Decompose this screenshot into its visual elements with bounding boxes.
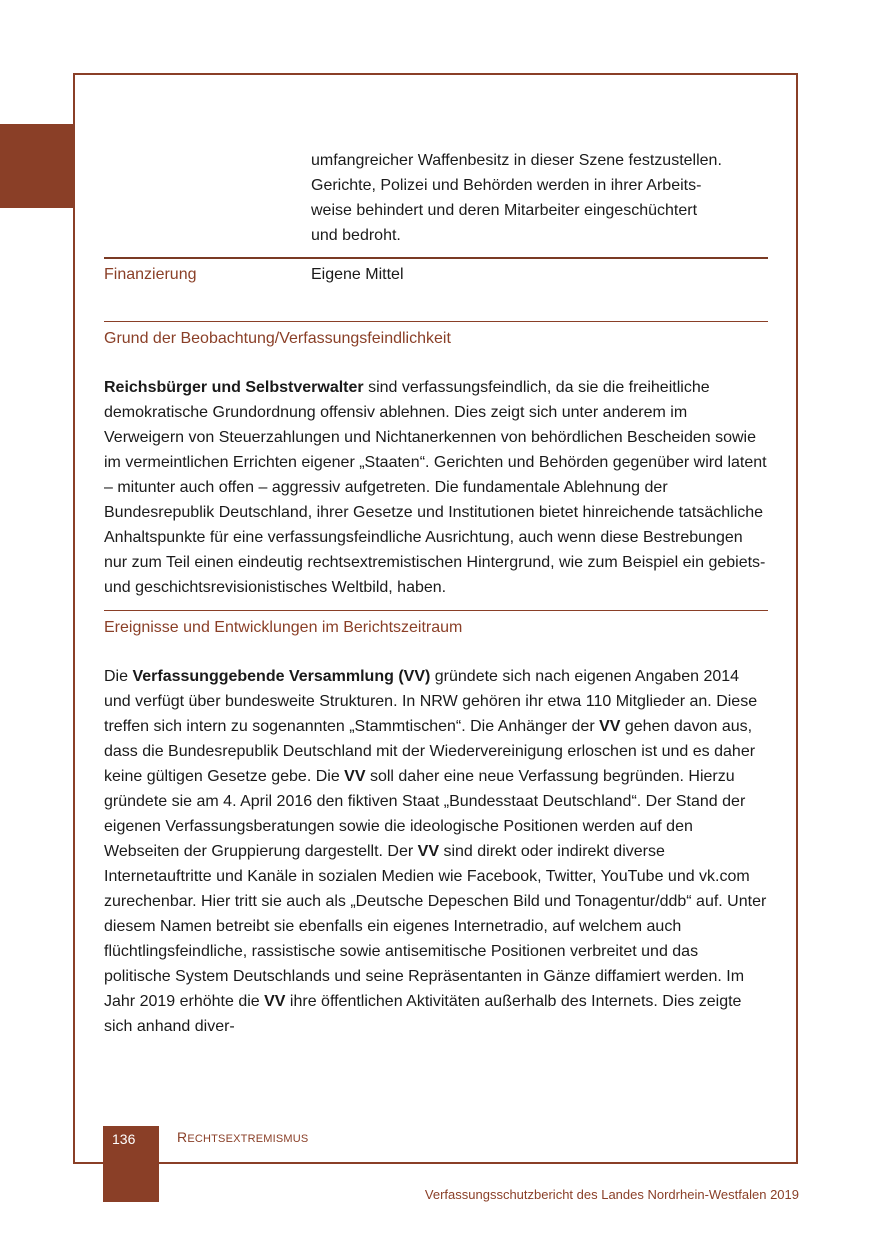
section-divider	[104, 610, 768, 611]
paragraph-text: gehen davon aus, dass die Bundesrepublik Deutschland mit der Wiedervereinigung erloschen ist und es daher keine gültigen Gesetze gebe. Die	[104, 718, 756, 785]
financing-row	[104, 262, 768, 287]
chapter-initial: R	[177, 1129, 188, 1145]
financing-label: Finanzierung	[104, 266, 197, 283]
paragraph-text: gründete sich nach eigenen Angaben 2014 und verfügt über bundesweite Strukturen. In NRW gehören ihr etwa 110 Mitglieder an. Diese treffen sich intern zu sogenannten „Stammtischen“. Die Anhänger der	[104, 668, 758, 735]
paragraph-text: ihre öffentlichen Aktivitäten außerhalb des Internets. Dies zeigte sich anhand diver-	[104, 993, 742, 1035]
bold-term: Reichsbürger und Selbstverwalter	[104, 379, 364, 396]
events-paragraph	[104, 664, 768, 1039]
section-heading-events: Ereignisse und Entwicklungen im Berichtszeitraum	[104, 619, 463, 636]
footer-text: Verfassungsschutzbericht des Landes Nordrhein-Westfalen 2019	[424, 1187, 799, 1202]
observation-paragraph	[104, 375, 768, 600]
chapter-rest: ECHTSEXTREMISMUS	[187, 1133, 309, 1145]
section-heading-observation: Grund der Beobachtung/Verfassungsfeindlichkeit	[104, 330, 451, 347]
paragraph-text: Die	[104, 668, 133, 685]
page-content	[104, 148, 768, 1039]
intro-line: und bedroht.	[311, 227, 401, 244]
page-number-box	[103, 1126, 159, 1202]
table-divider	[104, 257, 768, 259]
page-number: 136	[112, 1131, 136, 1147]
bold-term: VV	[264, 993, 286, 1010]
financing-value: Eigene Mittel	[311, 266, 404, 283]
bold-term: VV	[344, 768, 366, 785]
paragraph-text: soll daher eine neue Verfassung begründen. Hierzu gründete sie am 4. April 2016 den fiktiven Staat „Bundesstaat Deutschland“. Der Stand der eigenen Verfassungsberatungen sowie die ideologische Positionen werden auf den Webseiten der Gruppierung dargestellt. Der	[104, 768, 746, 860]
section-divider	[104, 321, 768, 322]
intro-line: weise behindert und deren Mitarbeiter eingeschüchtert	[311, 202, 698, 219]
paragraph-text: sind direkt oder indirekt diverse Internetauftritte und Kanäle in sozialen Medien wie Facebook, Twitter, YouTube und vk.com zurechenbar. Hier tritt sie auch als „Deutsche Depeschen Bild und Tonagentur/ddb“ auf. Unter diesem Namen betreibt sie ebenfalls ein eigenes Internetradio, auf welchem auch flüchtlingsfeindliche, rassistische sowie antisemitische Positionen verbreitet und das politische System Deutschlands und seine Repräsentanten in Gänze diffamiert werden. Im Jahr 2019 erhöhte die	[104, 843, 767, 1010]
intro-line: umfangreicher Waffenbesitz in dieser Szene festzustellen.	[311, 152, 722, 169]
intro-paragraph	[104, 148, 768, 248]
bold-term: Verfassunggebende Versammlung (VV)	[132, 668, 431, 685]
bold-term: VV	[599, 718, 621, 735]
chapter-side-tab	[0, 124, 74, 208]
chapter-title	[177, 1129, 308, 1145]
bold-term: VV	[417, 843, 439, 860]
paragraph-text: sind verfassungsfeindlich, da sie die freiheitliche demokratische Grundordnung offensiv ablehnen. Dies zeigt sich unter anderem im Verweigern von Steuerzahlungen und Nichtanerkennen von behördlichen Bescheiden sowie im vermeintlichen Errichten eigener „Staaten“. Gerichten und Behörden gegenüber wird latent – mitunter auch offen – aggressiv aufgetreten. Die fundamentale Ablehnung der Bundesrepublik Deutschland, ihrer Gesetze und Institutionen bietet hinreichende tatsächliche Anhaltspunkte für eine verfassungsfeindliche Ausrichtung, auch wenn diese Bestrebungen nur zum Teil einen eindeutig rechtsextremistischen Hintergrund, wie zum Beispiel ein gebiets- und geschichtsrevisionistisches Weltbild, haben.	[104, 379, 767, 596]
intro-line: Gerichte, Polizei und Behörden werden in ihrer Arbeits-	[311, 177, 702, 194]
